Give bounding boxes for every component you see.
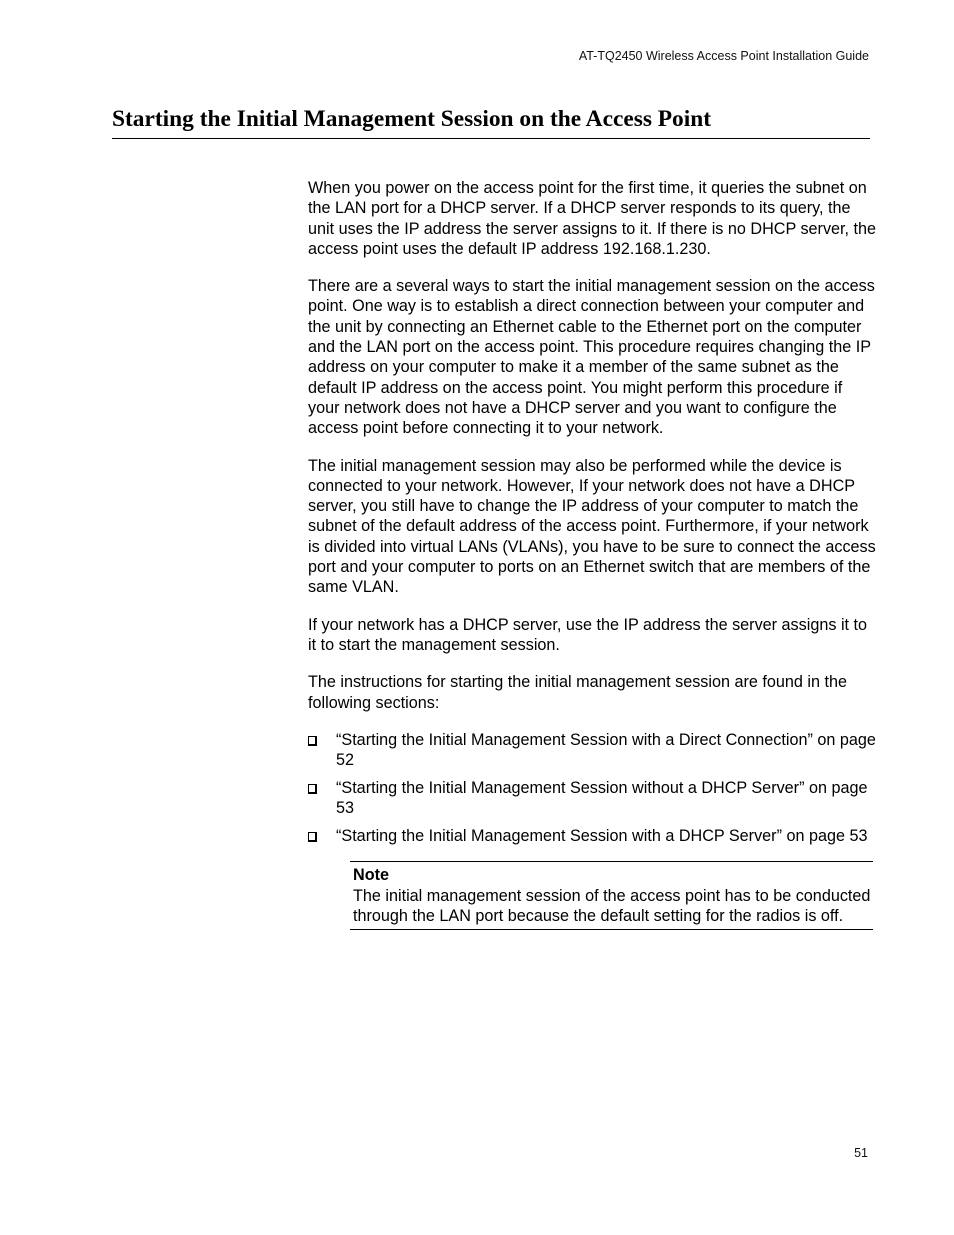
section-title: Starting the Initial Management Session on the Access Point <box>112 106 870 139</box>
paragraph-dhcp-query: When you power on the access point for the first time, it queries the subnet on the LAN port for a DHCP server. If a DHCP server responds to its query, the unit uses the IP address the server assigns to it. If there is no DHCP server, the access point uses the default IP address 192.168.1.230. <box>308 179 877 258</box>
paragraph-network-session: The initial management session may also be performed while the device is connected to your network. However, If your network does not have a DHCP server, you still have to change the IP address of your computer to match the subnet of the default address of the access point. Furthermore, if your network is divided into virtual LANs (VLANs), you have to be sure to connect the access port and your computer to ports on an Ethernet switch that are members of the same VLAN. <box>308 456 876 597</box>
cross-reference-link[interactable]: “Starting the Initial Management Session with a DHCP Server” on page 53 <box>336 827 868 846</box>
section-reference-list <box>308 730 878 846</box>
paragraph-dhcp-server: If your network has a DHCP server, use the IP address the server assigns it to it to start the management session. <box>308 615 868 654</box>
checkbox-bullet-icon <box>308 736 317 746</box>
note-box <box>350 861 873 930</box>
body-column <box>308 178 878 930</box>
note-title: Note <box>353 866 389 885</box>
checkbox-bullet-icon <box>308 832 317 842</box>
list-item <box>308 826 878 846</box>
cross-reference-link[interactable]: “Starting the Initial Management Session without a DHCP Server” on page 53 <box>336 778 868 818</box>
checkbox-bullet-icon <box>308 784 317 794</box>
paragraph-instructions: The instructions for starting the initial management session are found in the following sections: <box>308 673 847 712</box>
running-header: AT-TQ2450 Wireless Access Point Installation Guide <box>578 49 869 63</box>
list-item <box>308 730 878 771</box>
cross-reference-link[interactable]: “Starting the Initial Management Session with a Direct Connection” on page 52 <box>336 730 876 770</box>
note-text: The initial management session of the access point has to be conducted through the LAN port because the default setting for the radios is off. <box>353 886 871 925</box>
page-number: 51 <box>854 1146 868 1160</box>
list-item <box>308 778 878 819</box>
paragraph-ways-to-start: There are a several ways to start the initial management session on the access point. One way is to establish a direct connection between your computer and the unit by connecting an Ethernet cable to the Ethernet port on the computer and the LAN port on the access point. This procedure requires changing the IP address on your computer to make it a member of the same subnet as the default IP address on the access point. You might perform this procedure if your network does not have a DHCP server and you want to configure the access point before connecting it to your network. <box>308 277 875 438</box>
